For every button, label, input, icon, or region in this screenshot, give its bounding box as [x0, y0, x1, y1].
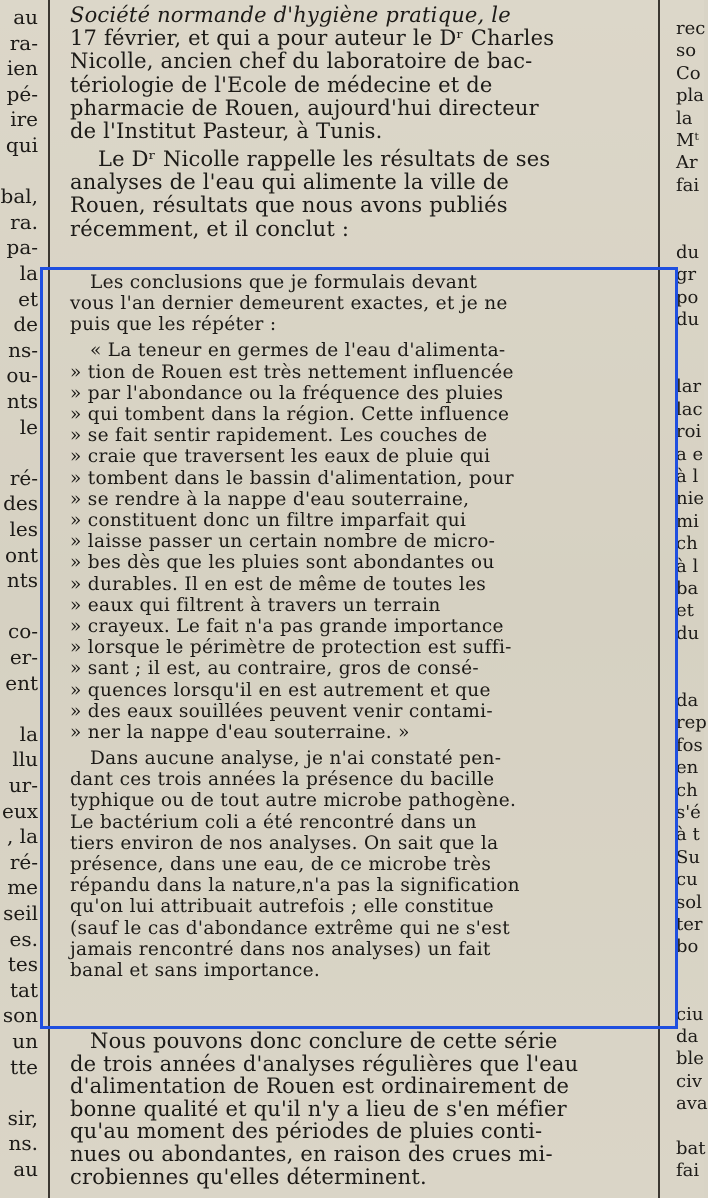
quote-line: » constituent donc un filtre imparfait qui [70, 510, 467, 531]
article-line: pharmacie de Rouen, aujourd'hui directeur [70, 95, 539, 120]
quote-line: vous l'an dernier demeurent exactes, et je ne [70, 293, 508, 315]
quote-line: » laisse passer un certain nombre de micro- [70, 531, 496, 553]
article-line: qu'au moment des périodes de pluies conti- [70, 1119, 543, 1144]
right-fragment-line: pla [676, 85, 705, 107]
quote-line: qu'on lui attribuait autrefois ; elle constitue [70, 896, 494, 918]
left-fragment-line: ien [6, 56, 38, 81]
left-fragment-line: la [19, 721, 38, 746]
left-fragment-line: ré- [9, 465, 38, 490]
left-fragment-line: eux [2, 798, 38, 823]
quote-line: » des eaux souillées peuvent venir contami- [70, 700, 493, 722]
quote-line: banal et sans importance. [70, 960, 321, 981]
right-fragment-line: et [676, 600, 694, 622]
quote-highlight-box [40, 267, 678, 1029]
left-fragment-line: tat [10, 977, 38, 1002]
right-fragment-line: da [676, 1026, 699, 1047]
left-fragment-line: me [7, 875, 38, 900]
quote-line: » sant ; il est, au contraire, gros de consé- [70, 658, 479, 680]
article-line: 17 février, et qui a pour auteur le Dʳ Charles [70, 26, 555, 51]
quote-line: typhique ou de tout autre microbe pathogène. [70, 790, 517, 812]
quote-line: tiers environ de nos analyses. On sait que la [70, 832, 499, 854]
right-fragment-line: du [676, 242, 700, 263]
right-fragment-line: ble [676, 1048, 704, 1070]
article-line: nues ou abondantes, en raison des crues mi- [70, 1142, 553, 1166]
quote-line: » tion de Rouen est très nettement influencée [70, 361, 514, 383]
quote-line: « La teneur en germes de l'eau d'alimenta- [90, 340, 506, 362]
right-fragment-line: fai [676, 1160, 700, 1182]
article-line: tériologie de l'Ecole de médecine et de [70, 72, 493, 97]
quote-line: » crayeux. Le fait n'a pas grande importance [70, 616, 504, 637]
left-fragment-line: ou- [6, 363, 38, 388]
right-fragment-line: lar [676, 376, 702, 398]
left-fragment-line: au [13, 5, 38, 29]
left-fragment-line: ré- [9, 849, 38, 874]
left-column-fragment [0, 0, 40, 1198]
left-fragment-line: ns. [8, 1131, 38, 1156]
right-column-fragment [676, 0, 708, 1198]
right-fragment-line: Su [676, 846, 700, 868]
right-fragment-line: du [676, 622, 700, 644]
right-fragment-line: Co [676, 62, 701, 84]
left-fragment-line: ent [5, 670, 38, 695]
right-fragment-line: so [676, 40, 697, 62]
quote-line: Dans aucune analyse, je n'ai constaté pen- [90, 748, 502, 769]
left-fragment-line: ur- [8, 773, 38, 797]
right-fragment-line: rep [676, 712, 707, 734]
quote-line: » tombent dans le bassin d'alimentation, pour [70, 467, 514, 489]
left-fragment-line: er- [9, 645, 38, 669]
left-fragment-line: seil [3, 901, 38, 925]
quote-line: » bes dès que les pluies sont abondantes ou [70, 552, 495, 574]
quote-line: » craie que traversent les eaux de pluie qui [70, 446, 491, 468]
left-fragment-line: nts [6, 389, 38, 413]
quote-line: » qui tombent dans la région. Cette influence [70, 404, 510, 425]
right-fragment-line: nie [676, 488, 705, 510]
quote-line: » lorsque le périmètre de protection est suffi- [70, 637, 512, 659]
quote-line: Les conclusions que je formulais devant [90, 272, 478, 293]
left-fragment-line: llu [12, 747, 38, 772]
left-fragment-line: tte [10, 1054, 38, 1079]
article-line: de trois années d'analyses régulières que l'eau [70, 1051, 579, 1076]
left-fragment-line: au [13, 1157, 38, 1181]
right-fragment-line: fai [676, 174, 700, 196]
left-fragment-line: , la [6, 824, 38, 849]
quote-line: Le bactérium coli a été rencontré dans un [70, 811, 477, 833]
left-fragment-line: pa- [6, 235, 38, 260]
right-fragment-line: Mᵗ [676, 130, 699, 151]
right-fragment-line: po [676, 286, 699, 308]
right-fragment-line: civ [676, 1070, 703, 1092]
article-line: bonne qualité et qu'il n'y a lieu de s'en méfier [70, 1096, 567, 1121]
right-fragment-line: Ar [676, 152, 698, 174]
article-line: de l'Institut Pasteur, à Tunis. [70, 119, 383, 143]
quote-line: » quences lorsqu'il en est autrement et que [70, 679, 491, 701]
left-fragment-line: ont [5, 542, 38, 567]
right-fragment-line: ava [676, 1093, 708, 1115]
quote-line: » par l'abondance ou la fréquence des pluies [70, 382, 504, 404]
right-fragment-line: mi [676, 510, 699, 532]
right-fragment-line: à t [676, 824, 700, 846]
right-fragment-line: en [676, 757, 699, 779]
article-line: Le Dʳ Nicolle rappelle les résultats de ses [98, 147, 551, 171]
quote-line: puis que les répéter : [70, 314, 277, 336]
right-fragment-line: bo [676, 936, 699, 958]
right-fragment-line: gr [676, 264, 697, 286]
right-fragment-line: à l [676, 466, 699, 487]
right-fragment-line: a e [676, 443, 704, 465]
left-fragment-line: co- [8, 619, 38, 644]
left-fragment-line: pé- [6, 81, 38, 106]
left-fragment-line: la [19, 261, 38, 285]
right-fragment-line: lac [676, 398, 703, 420]
left-fragment-line: sir, [7, 1105, 38, 1130]
left-fragment-line: nts [6, 568, 38, 593]
right-fragment-line: cu [676, 869, 698, 891]
quote-line: (sauf le cas d'abondance extrême qui ne s'est [70, 917, 510, 939]
quote-line: » eaux qui filtrent à travers un terrain [70, 594, 441, 616]
left-fragment-line: de [13, 312, 38, 337]
right-fragment-line: fos [676, 734, 703, 756]
article-line: Nicolle, ancien chef du laboratoire de bac- [70, 49, 533, 74]
left-fragment-line: tes [7, 952, 38, 977]
article-line: récemment, et il conclut : [70, 216, 350, 241]
left-fragment-line: ra. [10, 209, 38, 234]
right-fragment-line: ch [676, 779, 698, 801]
left-fragment-line: des [3, 491, 38, 516]
left-fragment-line: es. [9, 926, 38, 951]
left-fragment-line: le [19, 414, 38, 439]
left-fragment-line: bal, [0, 184, 38, 209]
right-fragment-line: sol [676, 891, 702, 913]
right-fragment-line: roi [676, 421, 702, 443]
right-fragment-line: ter [676, 914, 703, 935]
quote-line: » se rendre à la nappe d'eau souterraine, [70, 488, 470, 510]
right-fragment-line: bat [676, 1138, 706, 1159]
article-line: Nous pouvons donc conclure de cette série [90, 1029, 558, 1053]
right-fragment-line: la [676, 107, 693, 129]
quote-line: » durables. Il en est de même de toutes les [70, 573, 487, 595]
quote-line: » se fait sentir rapidement. Les couches de [70, 425, 488, 447]
right-fragment-line: ba [676, 578, 699, 599]
left-fragment-line: son [2, 1003, 38, 1028]
right-fragment-line: s'é [676, 802, 701, 823]
article-line: analyses de l'eau qui alimente la ville de [70, 170, 510, 195]
right-fragment-line: rec [676, 18, 706, 39]
article-line: d'alimentation de Rouen est ordinairement de [70, 1074, 570, 1099]
left-fragment-line: et [18, 286, 38, 311]
quote-line: jamais rencontré dans nos analyses) un fait [70, 938, 491, 960]
left-fragment-line: qui [5, 133, 38, 157]
left-fragment-line: ra- [9, 30, 38, 55]
quote-line: présence, dans une eau, de ce microbe très [70, 854, 492, 875]
article-line: crobiennes qu'elles déterminent. [70, 1164, 427, 1189]
left-fragment-line: ire [10, 107, 38, 132]
article-line: Société normande d'hygiène pratique, le [70, 3, 511, 27]
right-fragment-line: ch [676, 533, 698, 555]
left-fragment-line: ns- [8, 337, 38, 362]
left-fragment-line: les [9, 517, 38, 541]
quote-line: répandu dans la nature,n'a pas la signification [70, 875, 520, 897]
left-fragment-line: un [12, 1029, 38, 1053]
right-fragment-line: da [676, 690, 699, 711]
right-fragment-line: du [676, 309, 700, 331]
quote-line: dant ces trois années la présence du bacille [70, 769, 495, 791]
right-fragment-line: à l [676, 555, 699, 577]
right-fragment-line: ciu [676, 1003, 704, 1025]
quote-line: » ner la nappe d'eau souterraine. » [70, 722, 410, 743]
article-line: Rouen, résultats que nous avons publiés [70, 193, 508, 218]
